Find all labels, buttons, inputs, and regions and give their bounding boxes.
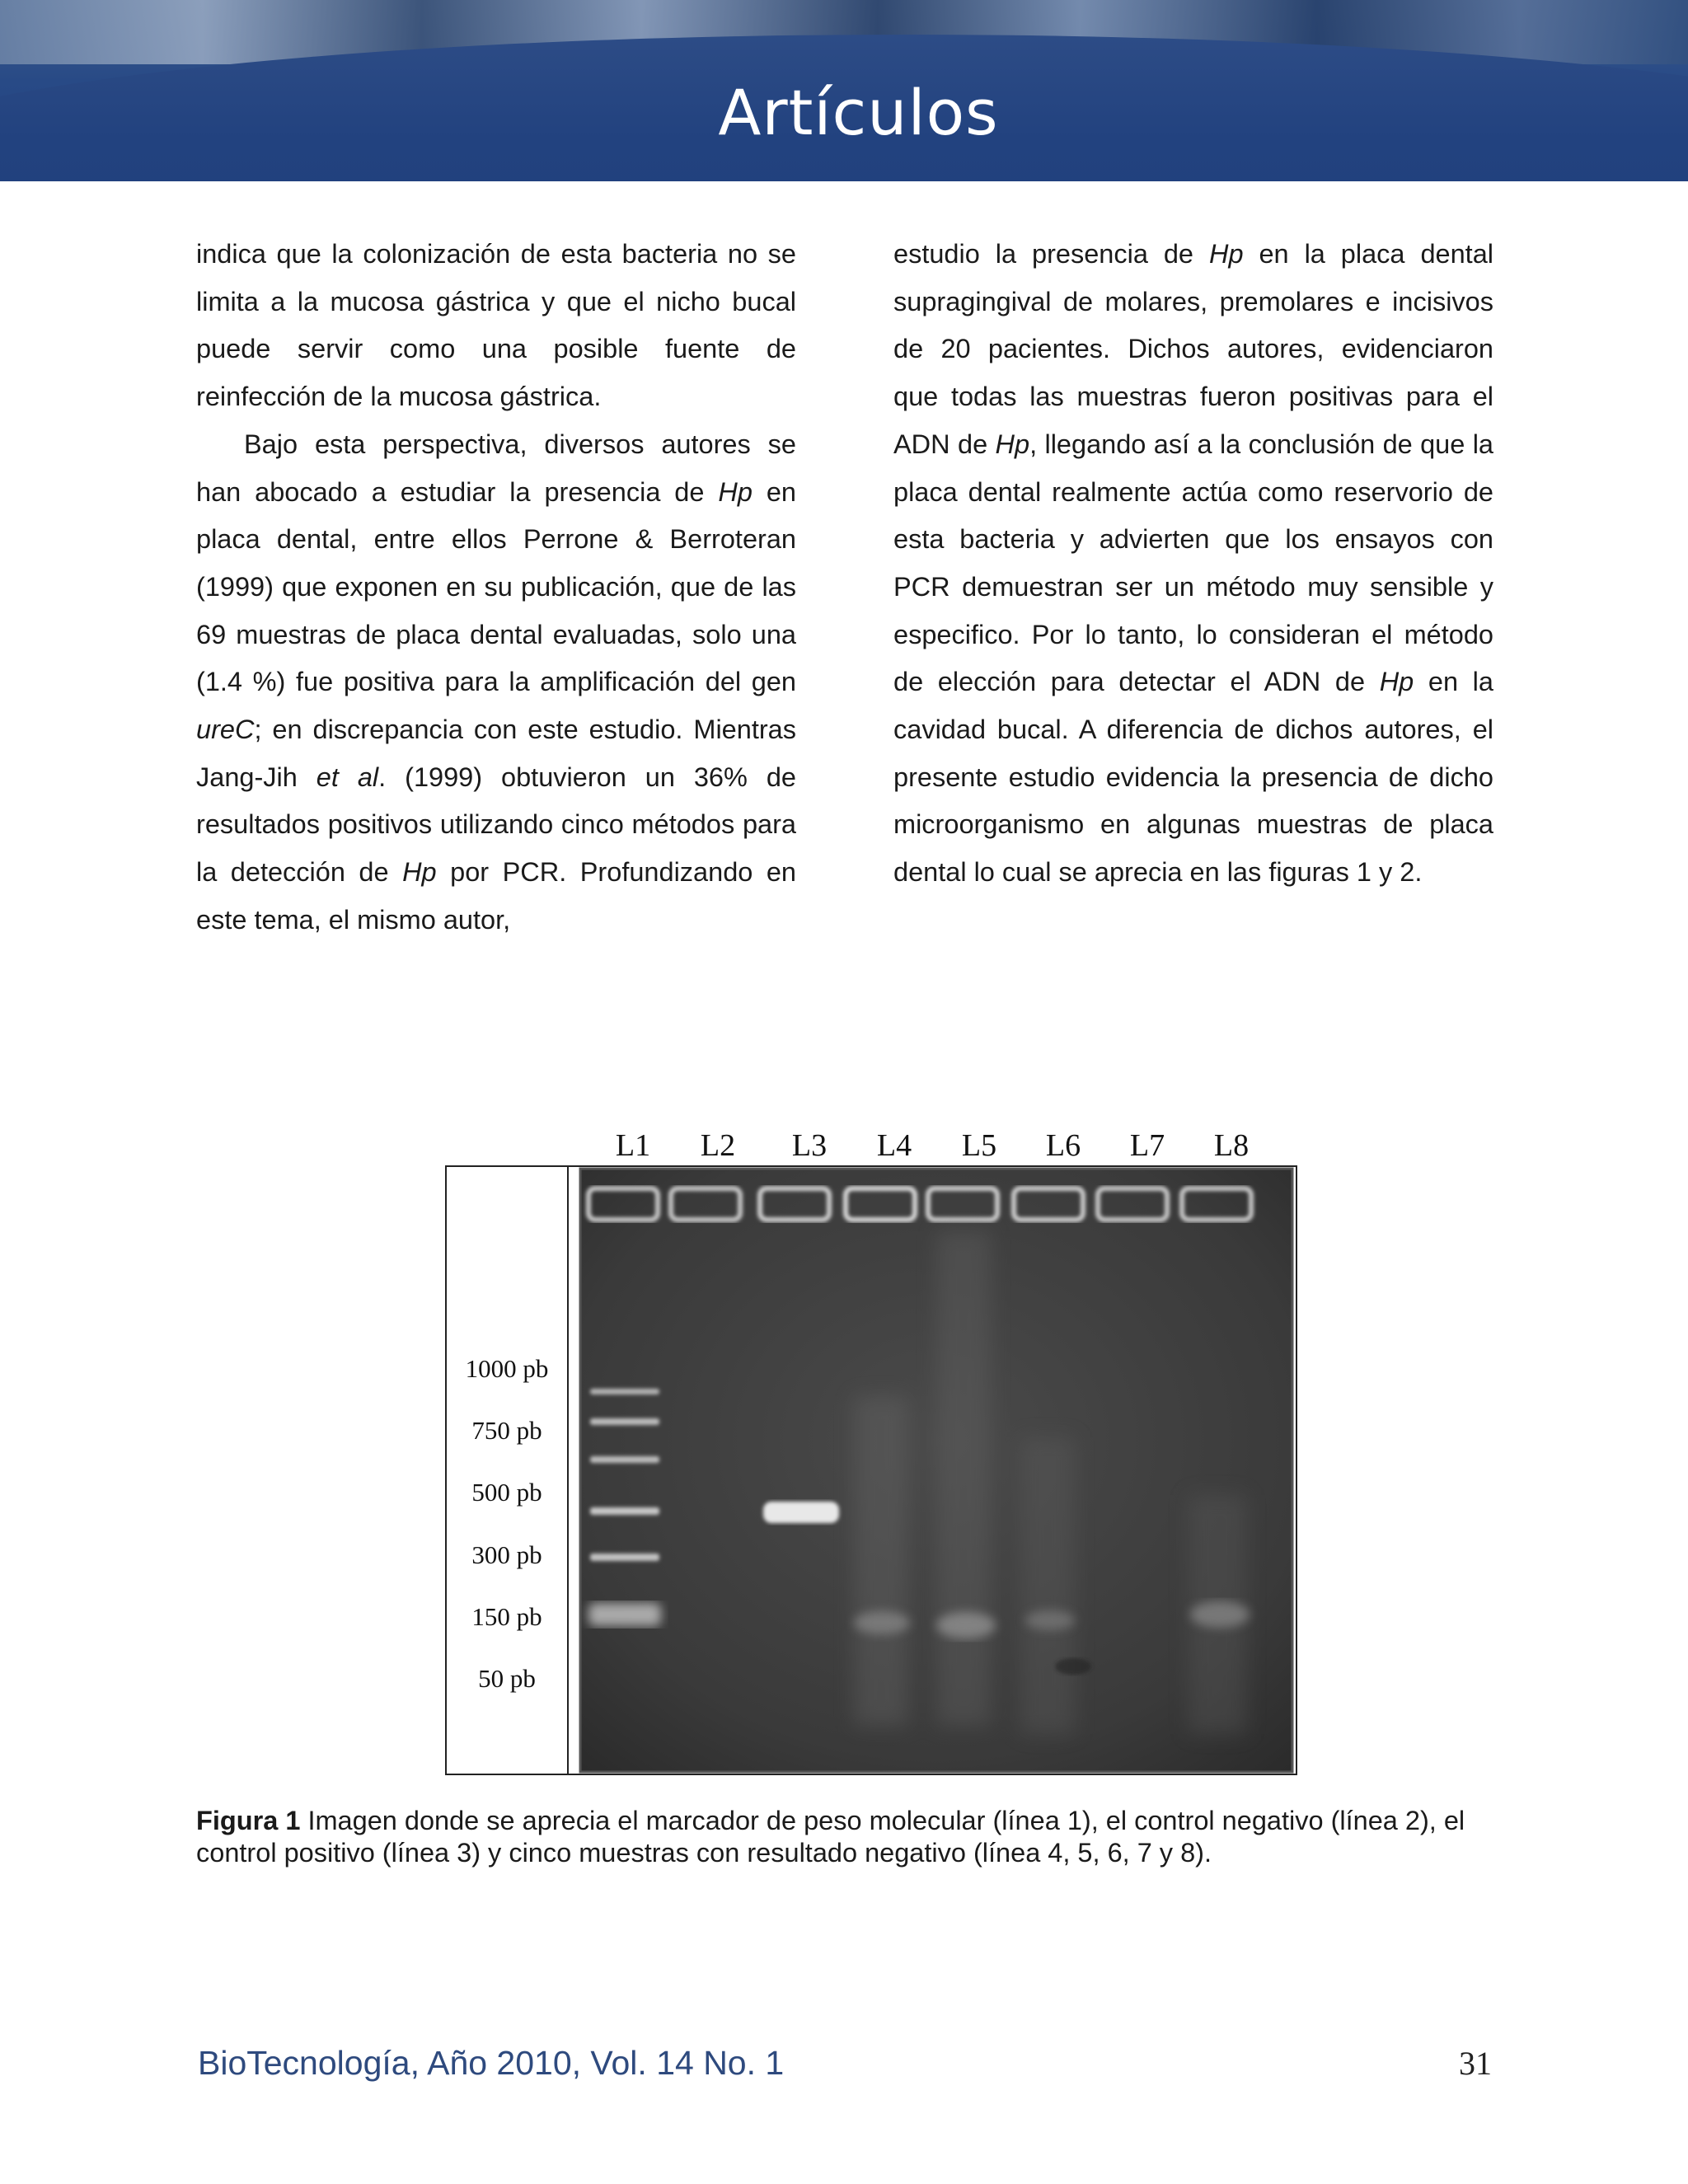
marker-label: 750 pb xyxy=(471,1416,542,1445)
lane-label: L5 xyxy=(961,1128,997,1163)
lane-label: L6 xyxy=(1045,1128,1081,1163)
marker-label: 150 pb xyxy=(471,1602,542,1631)
marker-label: 1000 pb xyxy=(465,1354,549,1383)
lane-label: L2 xyxy=(700,1128,736,1163)
right-column xyxy=(893,231,1493,897)
lane-label: L1 xyxy=(615,1128,651,1163)
page-header xyxy=(0,0,1688,181)
paragraph: Bajo esta perspectiva, diversos autores se han abocado a estudiar la presencia de Hp en placa dental, entre ellos Perrone & Berroteran (1999) que exponen en su publicación, que de las 69 muestras de placa dental evaluadas, solo una (1.4 %) fue positiva para la amplificación del gen ureC; en discrepancia con este estudio. Mientras Jang-Jih et al. (1999) obtuvieron un 36% de resultados positivos utilizando cinco métodos para la detección de Hp por PCR. Profundizando en este tema, el mismo autor, xyxy=(196,429,796,935)
glow xyxy=(936,1612,996,1638)
lane-label: L7 xyxy=(1129,1128,1165,1163)
marker-label: 300 pb xyxy=(471,1540,542,1569)
glow xyxy=(1190,1601,1250,1628)
smear xyxy=(1020,1437,1075,1734)
gel-spot xyxy=(1055,1658,1091,1675)
left-column xyxy=(196,231,796,944)
smear xyxy=(936,1231,991,1726)
smear xyxy=(854,1396,908,1726)
paragraph: indica que la colonización de esta bacteria no se limita a la mucosa gástrica y que el nicho bucal puede servir como una posible fuente de reinfección de la mucosa gástrica. xyxy=(196,239,796,412)
journal-citation: BioTecnología, Año 2010, Vol. 14 No. 1 xyxy=(198,2044,785,2082)
glow xyxy=(1025,1610,1075,1630)
section-title: Artículos xyxy=(718,76,999,149)
page-number: 31 xyxy=(1459,2045,1492,2082)
ladder-band-1000 xyxy=(590,1389,659,1394)
ladder-band-150 xyxy=(590,1554,659,1561)
ladder-band-300 xyxy=(590,1507,659,1515)
ladder-band-750 xyxy=(590,1418,659,1425)
lane-label: L4 xyxy=(876,1128,912,1163)
positive-control-band xyxy=(763,1502,839,1523)
gel-electrophoresis-image xyxy=(569,1165,1297,1775)
lane-label: L3 xyxy=(791,1128,828,1163)
glow xyxy=(854,1611,910,1634)
ladder-band-50 xyxy=(588,1603,661,1626)
marker-label: 500 pb xyxy=(471,1478,542,1507)
lane-label: L8 xyxy=(1213,1128,1250,1163)
marker-label: 50 pb xyxy=(478,1664,536,1693)
paragraph: estudio la presencia de Hp en la placa dental supragingival de molares, premolares e incisivos de 20 pacientes. Dichos autores, evidenciaron que todas las muestras fueron positivas para el ADN de Hp, llegando así a la conclusión de que la placa dental realmente actúa como reservorio de esta bacteria y advierten que los ensayos con PCR demuestran ser un método muy sensible y especifico. Por lo tanto, lo consideran el método de elección para detectar el ADN de Hp en la cavidad bucal. A diferencia de dichos autores, el presente estudio evidencia la presencia de dicho microorganismo en algunas muestras de placa dental lo cual se aprecia en las figuras 1 y 2. xyxy=(893,239,1494,888)
figure-caption: Figura 1 Imagen donde se aprecia el marcador de peso molecular (línea 1), el control negativo (línea 2), el control positivo (línea 3) y cinco muestras con resultado negativo (línea 4, 5, 6, 7 y 8). xyxy=(196,1806,1465,1868)
ladder-band-500 xyxy=(590,1456,659,1463)
